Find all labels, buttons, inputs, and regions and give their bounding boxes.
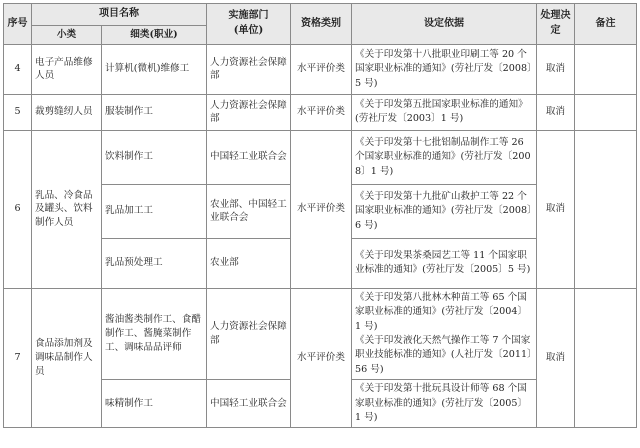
table-row <box>4 44 637 94</box>
table-wrapper <box>3 3 637 428</box>
header-seq: 序号 <box>4 4 32 45</box>
cell-basis: 《关于印发第十批玩具设计师等 68 个国家职业标准的通知》(劳社厅发〔2005〕1 号) <box>352 380 537 428</box>
header-decision: 处理决定 <box>537 4 575 45</box>
cell-detail: 乳品加工工 <box>102 184 207 238</box>
header-detail-category: 细类(职业) <box>102 26 207 45</box>
cell-seq: 5 <box>4 94 32 130</box>
cell-basis: 《关于印发果茶桑园艺工等 11 个国家职业标准的通知》(劳社厅发〔2005〕5 号) <box>352 238 537 288</box>
cell-decision: 取消 <box>537 288 575 428</box>
cell-department: 人力资源社会保障部 <box>207 44 291 94</box>
table-row <box>4 130 637 184</box>
cell-department: 中国轻工业联合会 <box>207 130 291 184</box>
cell-detail: 乳品预处理工 <box>102 238 207 288</box>
cell-seq: 7 <box>4 288 32 428</box>
cell-remarks <box>575 288 637 428</box>
cell-qualification: 水平评价类 <box>291 44 352 94</box>
cell-basis: 《关于印发第十九批矿山救护工等 22 个国家职业标准的通知》(劳社厅发〔2008〕6 号) <box>352 184 537 238</box>
table-row <box>4 94 637 130</box>
cell-department: 农业部、中国轻工业联合会 <box>207 184 291 238</box>
cell-sub-category: 乳品、冷食品及罐头、饮料制作人员 <box>32 130 102 288</box>
header-basis: 设定依据 <box>352 4 537 45</box>
header-sub-category: 小类 <box>32 26 102 45</box>
header-row-1 <box>4 4 637 26</box>
cell-detail: 服装制作工 <box>102 94 207 130</box>
cell-decision: 取消 <box>537 94 575 130</box>
cell-basis: 《关于印发第十八批职业印刷工等 20 个国家职业标准的通知》(劳社厅发〔2008〕5 号) <box>352 44 537 94</box>
cell-detail: 味精制作工 <box>102 380 207 428</box>
cell-qualification: 水平评价类 <box>291 288 352 428</box>
cell-department: 中国轻工业联合会 <box>207 380 291 428</box>
cell-seq: 4 <box>4 44 32 94</box>
header-remarks: 备注 <box>575 4 637 45</box>
cell-sub-category: 电子产品维修人员 <box>32 44 102 94</box>
header-qualification: 资格类别 <box>291 4 352 45</box>
cell-remarks <box>575 44 637 94</box>
cell-basis: 《关于印发第十七批铝制品制作工等 26 个国家职业标准的通知》(劳社厅发〔2008〕1 号) <box>352 130 537 184</box>
cell-sub-category: 裁剪缝纫人员 <box>32 94 102 130</box>
cell-department: 人力资源社会保障部 <box>207 288 291 379</box>
cell-sub-category: 食品添加剂及调味品制作人员 <box>32 288 102 428</box>
header-project-name: 项目名称 <box>32 4 207 26</box>
header-department-unit: (单位) <box>233 24 264 36</box>
cell-detail: 酱油酱类制作工、食醋制作工、酱腌菜制作工、调味品品评师 <box>102 288 207 379</box>
cell-qualification: 水平评价类 <box>291 94 352 130</box>
cell-qualification: 水平评价类 <box>291 130 352 288</box>
cell-decision: 取消 <box>537 44 575 94</box>
cell-department: 农业部 <box>207 238 291 288</box>
cell-detail: 饮料制作工 <box>102 130 207 184</box>
cell-seq: 6 <box>4 130 32 288</box>
occupation-qualification-table <box>3 3 637 428</box>
header-department-label: 实施部门 <box>228 10 269 22</box>
cell-basis: 《关于印发第八批林木种苗工等 65 个国家职业标准的通知》(劳社厅发〔2004〕1 号) 《关于印发液化天然气操作工等 7 个国家职业技能标准的通知》(人社厅发〔2011〕56 号) <box>352 288 537 379</box>
cell-detail: 计算机(微机)维修工 <box>102 44 207 94</box>
cell-remarks <box>575 130 637 288</box>
cell-department: 人力资源社会保障部 <box>207 94 291 130</box>
cell-basis: 《关于印发第五批国家职业标准的通知》(劳社厅发〔2003〕1 号) <box>352 94 537 130</box>
table-row <box>4 288 637 379</box>
cell-decision: 取消 <box>537 130 575 288</box>
header-department <box>207 4 291 45</box>
cell-remarks <box>575 94 637 130</box>
